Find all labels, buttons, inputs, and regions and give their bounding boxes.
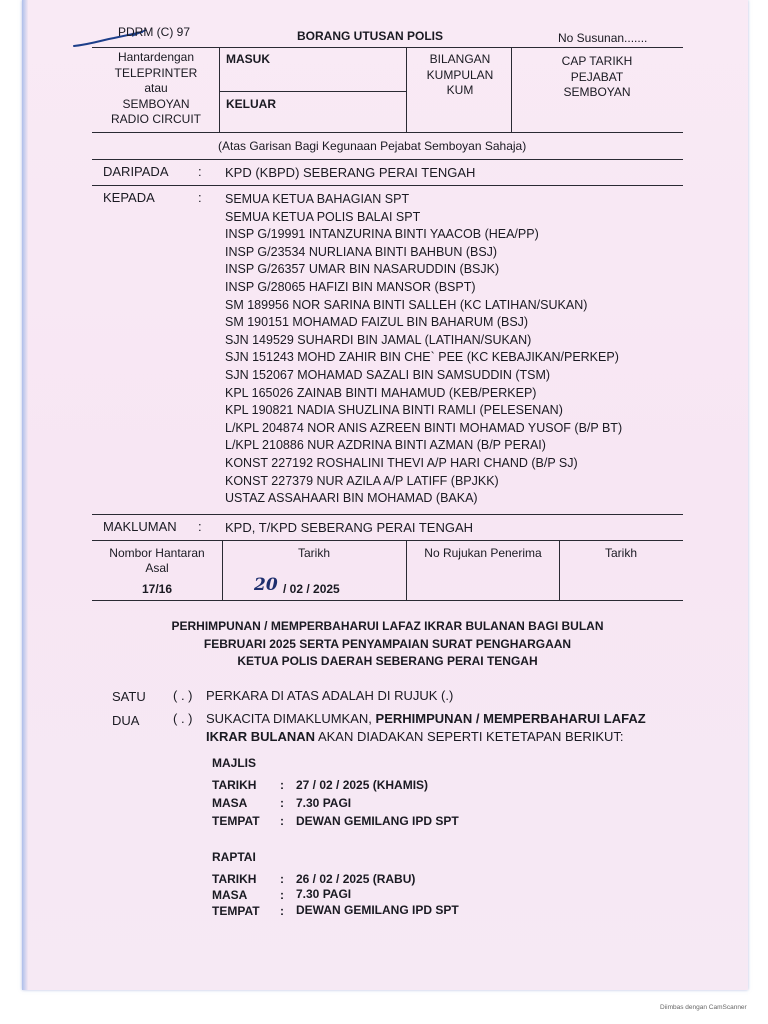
recipient-item: SEMUA KETUA POLIS BALAI SPT bbox=[225, 209, 421, 224]
rule-top bbox=[92, 47, 683, 48]
heading-line-1: PERHIMPUNAN / MEMPERBAHARUI LAFAZ IKRAR BULANAN BAGI BULAN bbox=[171, 619, 604, 633]
hantar-label bbox=[96, 50, 216, 128]
majlis-title: MAJLIS bbox=[212, 756, 257, 770]
ref-bottom bbox=[92, 600, 683, 601]
recipient-item: INSP G/26357 UMAR BIN NASARUDDIN (BSJK) bbox=[225, 262, 500, 277]
office-note: (Atas Garisan Bagi Kegunaan Pejabat Semboyan Sahaja) bbox=[218, 139, 527, 153]
kepada-colon: : bbox=[198, 190, 202, 205]
raptai-tempat-colon: : bbox=[280, 904, 284, 918]
heading-line-3: KETUA POLIS DAERAH SEBERANG PERAI TENGAH bbox=[237, 654, 538, 668]
majlis-masa-value: 7.30 PAGI bbox=[296, 796, 352, 810]
dua-line-2 bbox=[206, 729, 624, 744]
recipient-item: SEMUA KETUA BAHAGIAN SPT bbox=[225, 192, 410, 206]
tarikh2-label: Tarikh bbox=[604, 546, 637, 560]
scan-edge bbox=[22, 0, 28, 990]
recipient-item: INSP G/19991 INTANZURINA BINTI YAACOB (HEA/PP) bbox=[225, 227, 539, 242]
rule-masuk bbox=[219, 91, 407, 92]
majlis-tarikh-colon: : bbox=[280, 778, 284, 792]
satu-label: SATU bbox=[112, 689, 146, 704]
daripada-value: KPD (KBPD) SEBERANG PERAI TENGAH bbox=[225, 165, 476, 180]
rule-makluman-top bbox=[92, 514, 683, 515]
rujukan-label: No Rujukan Penerima bbox=[424, 546, 542, 560]
bilangan-line-2: KUMPULAN bbox=[426, 67, 494, 82]
makluman-label: MAKLUMAN bbox=[103, 519, 177, 534]
rule-daripada-bottom bbox=[92, 185, 683, 186]
recipient-item: INSP G/23534 NURLIANA BINTI BAHBUN (BSJ) bbox=[225, 244, 498, 259]
rule-box-bottom bbox=[92, 132, 683, 133]
rule-makluman-bottom bbox=[92, 540, 683, 541]
masuk-label: MASUK bbox=[226, 52, 270, 66]
daripada-colon: : bbox=[198, 164, 202, 179]
raptai-masa-value: 7.30 PAGI bbox=[296, 887, 352, 901]
recipient-item: SJN 152067 MOHAMAD SAZALI BIN SAMSUDDIN (TSM) bbox=[225, 367, 551, 382]
majlis-tarikh-value: 27 / 02 / 2025 (KHAMIS) bbox=[296, 778, 429, 792]
recipient-item: SJN 151243 MOHD ZAHIR BIN CHE` PEE (KC KEBAJIKAN/PERKEP) bbox=[225, 350, 619, 365]
form-code: PDRM (C) 97 bbox=[118, 25, 191, 39]
nombor-line-2: Asal bbox=[145, 561, 169, 575]
majlis-masa-colon: : bbox=[280, 796, 284, 810]
recipient-item: SM 190151 MOHAMAD FAIZUL BIN BAHARUM (BSJ) bbox=[225, 315, 529, 330]
cap-line-3: SEMBOYAN bbox=[563, 85, 631, 99]
recipient-item: KONST 227379 NUR AZILA A/P LATIFF (BPJKK) bbox=[225, 473, 499, 488]
hantar-line-3: atau bbox=[144, 81, 168, 95]
hantar-line-4: SEMBOYAN bbox=[122, 96, 190, 111]
raptai-tarikh-colon: : bbox=[280, 872, 284, 886]
recipient-item: L/KPL 204874 NOR ANIS AZREEN BINTI MOHAMAD YUSOF (B/P BT) bbox=[225, 420, 623, 435]
dua-line-1-b: PERHIMPUNAN / MEMPERBAHARUI LAFAZ bbox=[375, 711, 646, 726]
no-susunan: No Susunan....... bbox=[558, 31, 648, 45]
dua-label: DUA bbox=[112, 713, 140, 728]
nombor-line-1: Nombor Hantaran bbox=[109, 546, 205, 560]
majlis-tarikh-label: TARIKH bbox=[212, 778, 257, 792]
tarikh-handwritten-day: 20 bbox=[254, 575, 278, 595]
recipient-list bbox=[225, 191, 622, 508]
satu-mark: ( . ) bbox=[173, 688, 193, 703]
dua-line-1-a: SUKACITA DIMAKLUMKAN, bbox=[206, 711, 372, 726]
raptai-tempat-value: DEWAN GEMILANG IPD SPT bbox=[296, 903, 459, 917]
recipient-item: USTAZ ASSAHAARI BIN MOHAMAD (BAKA) bbox=[225, 491, 478, 506]
raptai-masa-colon: : bbox=[280, 888, 284, 902]
recipient-item: SJN 149529 SUHARDI BIN JAMAL (LATIHAN/SUKAN) bbox=[225, 332, 532, 347]
raptai-title: RAPTAI bbox=[212, 850, 256, 864]
kepada-label: KEPADA bbox=[103, 190, 155, 205]
majlis-tempat-label: TEMPAT bbox=[212, 814, 260, 828]
nombor-hantaran-label bbox=[94, 546, 220, 576]
cap-label bbox=[513, 54, 681, 101]
bilangan-line-3: KUM bbox=[446, 83, 474, 97]
dua-line-2-b: AKAN DIADAKAN SEPERTI KETETAPAN BERIKUT: bbox=[317, 729, 624, 744]
bilangan-line-1: BILANGAN bbox=[429, 52, 491, 66]
nombor-hantaran-value: 17/16 bbox=[141, 582, 173, 596]
makluman-value: KPD, T/KPD SEBERANG PERAI TENGAH bbox=[225, 520, 474, 535]
form-title: BORANG UTUSAN POLIS bbox=[297, 29, 444, 43]
recipient-item: KONST 227192 ROSHALINI THEVI A/P HARI CHAND (B/P SJ) bbox=[225, 455, 578, 470]
makluman-colon: : bbox=[198, 519, 202, 534]
majlis-tempat-value: DEWAN GEMILANG IPD SPT bbox=[296, 814, 459, 828]
hantar-line-1: Hantardengan bbox=[117, 50, 195, 64]
dua-line-1 bbox=[206, 711, 646, 726]
tarikh-label: Tarikh bbox=[297, 546, 330, 560]
raptai-tempat-label: TEMPAT bbox=[212, 904, 260, 918]
heading-line-2: FEBRUARI 2025 SERTA PENYAMPAIAN SURAT PENGHARGAAN bbox=[203, 636, 572, 651]
subject-heading bbox=[92, 618, 683, 671]
bilangan-label bbox=[408, 52, 512, 99]
rule-v1 bbox=[219, 47, 220, 133]
recipient-item: L/KPL 210886 NUR AZDRINA BINTI AZMAN (B/P PERAI) bbox=[225, 438, 546, 453]
hantar-line-2: TELEPRINTER bbox=[114, 65, 198, 80]
majlis-masa-label: MASA bbox=[212, 796, 248, 810]
raptai-tarikh-label: TARIKH bbox=[212, 872, 257, 886]
daripada-label: DARIPADA bbox=[103, 164, 169, 179]
keluar-label: KELUAR bbox=[226, 97, 276, 111]
satu-text: PERKARA DI ATAS ADALAH DI RUJUK (.) bbox=[206, 688, 454, 703]
dua-line-2-a: IKRAR BULANAN bbox=[206, 729, 316, 744]
dua-mark: ( . ) bbox=[173, 711, 193, 726]
hantar-line-5: RADIO CIRCUIT bbox=[111, 112, 201, 126]
cap-line-1: CAP TARIKH bbox=[561, 54, 633, 68]
cap-line-2: PEJABAT bbox=[570, 69, 624, 84]
recipient-item: SM 189956 NOR SARINA BINTI SALLEH (KC LATIHAN/SUKAN) bbox=[225, 297, 588, 312]
raptai-tarikh-value: 26 / 02 / 2025 (RABU) bbox=[296, 872, 416, 886]
tarikh-value: / 02 / 2025 bbox=[283, 582, 340, 596]
scanner-watermark: Diimbas dengan CamScanner bbox=[660, 1004, 747, 1011]
raptai-masa-label: MASA bbox=[212, 888, 248, 902]
recipient-item: KPL 165026 ZAINAB BINTI MAHAMUD (KEB/PERKEP) bbox=[225, 385, 537, 400]
majlis-tempat-colon: : bbox=[280, 814, 284, 828]
recipient-item: INSP G/28065 HAFIZI BIN MANSOR (BSPT) bbox=[225, 279, 476, 294]
recipient-item: KPL 190821 NADIA SHUZLINA BINTI RAMLI (PELESENAN) bbox=[225, 403, 563, 418]
rule-daripada-top bbox=[92, 159, 683, 160]
